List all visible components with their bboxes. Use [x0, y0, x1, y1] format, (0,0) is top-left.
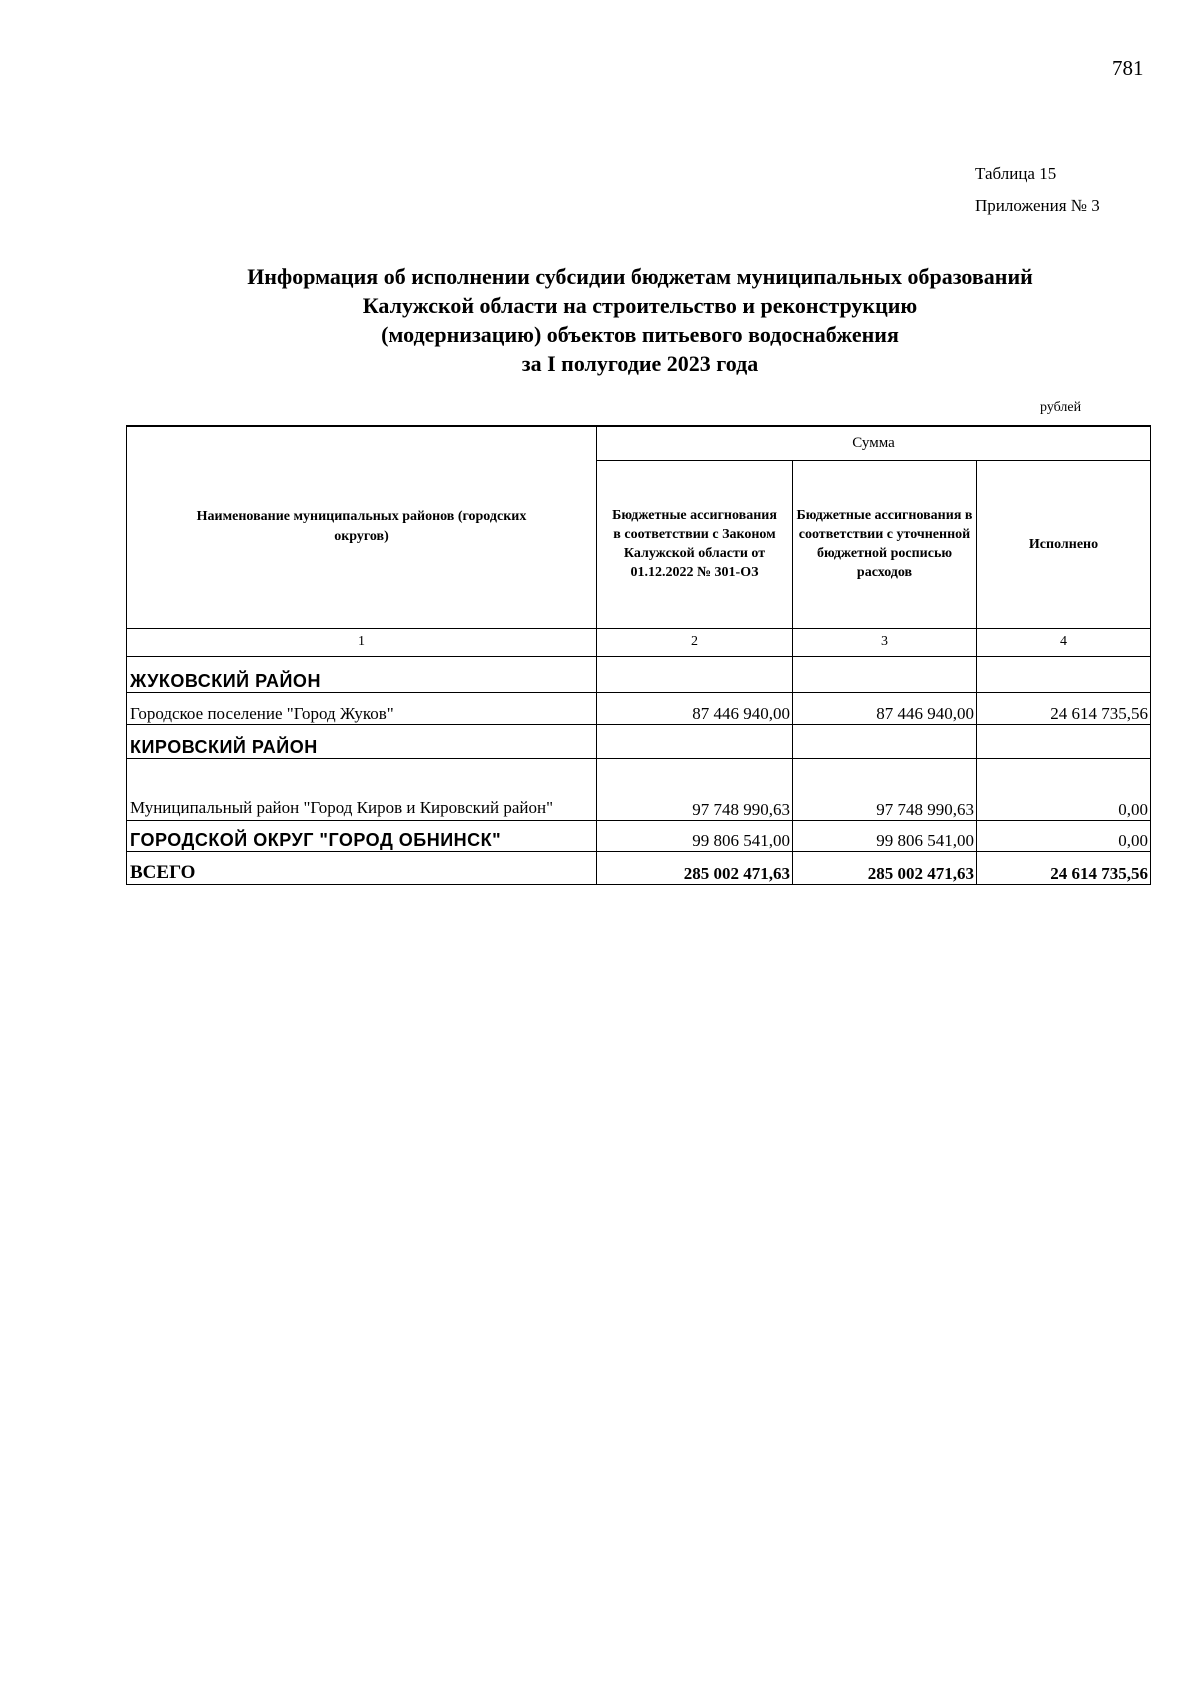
row-law-allocation: 87 446 940,00	[597, 692, 793, 724]
column-number: 2	[597, 628, 793, 656]
row-refined-allocation: 87 446 940,00	[793, 692, 977, 724]
title-line-3: (модернизацию) объектов питьевого водоснабжения	[381, 322, 899, 347]
total-executed: 24 614 735,56	[977, 851, 1151, 884]
title-line-2: Калужской области на строительство и реконструкцию	[362, 293, 918, 318]
table-row	[127, 692, 1151, 724]
table-row	[127, 724, 1151, 758]
table-row	[127, 656, 1151, 692]
units-label: рублей	[1040, 400, 1082, 415]
row-name: Городское поселение "Город Жуков"	[127, 692, 597, 724]
table-label: Таблица 15	[975, 164, 1057, 183]
row-law-allocation	[597, 656, 793, 692]
header-sum-group: Сумма	[597, 426, 1151, 460]
total-law-allocation: 285 002 471,63	[597, 851, 793, 884]
row-executed: 0,00	[977, 758, 1151, 820]
title-line-4: за I полугодие 2023 года	[521, 351, 759, 376]
document-title	[100, 262, 1180, 378]
row-refined-allocation: 97 748 990,63	[793, 758, 977, 820]
row-name: ЖУКОВСКИЙ РАЙОН	[127, 656, 597, 692]
row-name: ГОРОДСКОЙ ОКРУГ "ГОРОД ОБНИНСК"	[127, 820, 597, 851]
total-label: ВСЕГО	[127, 851, 597, 884]
row-name: КИРОВСКИЙ РАЙОН	[127, 724, 597, 758]
total-row	[127, 851, 1151, 884]
row-name: Муниципальный район "Город Киров и Кировский район"	[127, 758, 597, 820]
appendix-label: Приложения № 3	[975, 196, 1100, 215]
table-row	[127, 820, 1151, 851]
row-executed	[977, 656, 1151, 692]
row-law-allocation: 97 748 990,63	[597, 758, 793, 820]
total-refined-allocation: 285 002 471,63	[793, 851, 977, 884]
column-numbers-row	[127, 628, 1151, 656]
column-number: 3	[793, 628, 977, 656]
page-number: 781	[1112, 56, 1144, 80]
table-reference	[975, 158, 1100, 222]
row-refined-allocation	[793, 724, 977, 758]
header-col-law-allocation: Бюджетные ассигнования в соответствии с Законом Калужской области от 01.12.2022 № 301-ОЗ	[597, 460, 793, 628]
row-executed: 0,00	[977, 820, 1151, 851]
header-col-executed: Исполнено	[977, 460, 1151, 628]
header-municipality-name: Наименование муниципальных районов (городских округов)	[127, 426, 597, 628]
column-number: 4	[977, 628, 1151, 656]
column-number: 1	[127, 628, 597, 656]
row-refined-allocation	[793, 656, 977, 692]
title-line-1: Информация об исполнении субсидии бюджетам муниципальных образований	[247, 264, 1033, 289]
row-executed: 24 614 735,56	[977, 692, 1151, 724]
row-executed	[977, 724, 1151, 758]
header-col-refined-allocation: Бюджетные ассигнования в соответствии с уточненной бюджетной росписью расходов	[793, 460, 977, 628]
row-refined-allocation: 99 806 541,00	[793, 820, 977, 851]
table-row	[127, 758, 1151, 820]
row-law-allocation	[597, 724, 793, 758]
row-law-allocation: 99 806 541,00	[597, 820, 793, 851]
subsidy-table	[126, 425, 1151, 885]
